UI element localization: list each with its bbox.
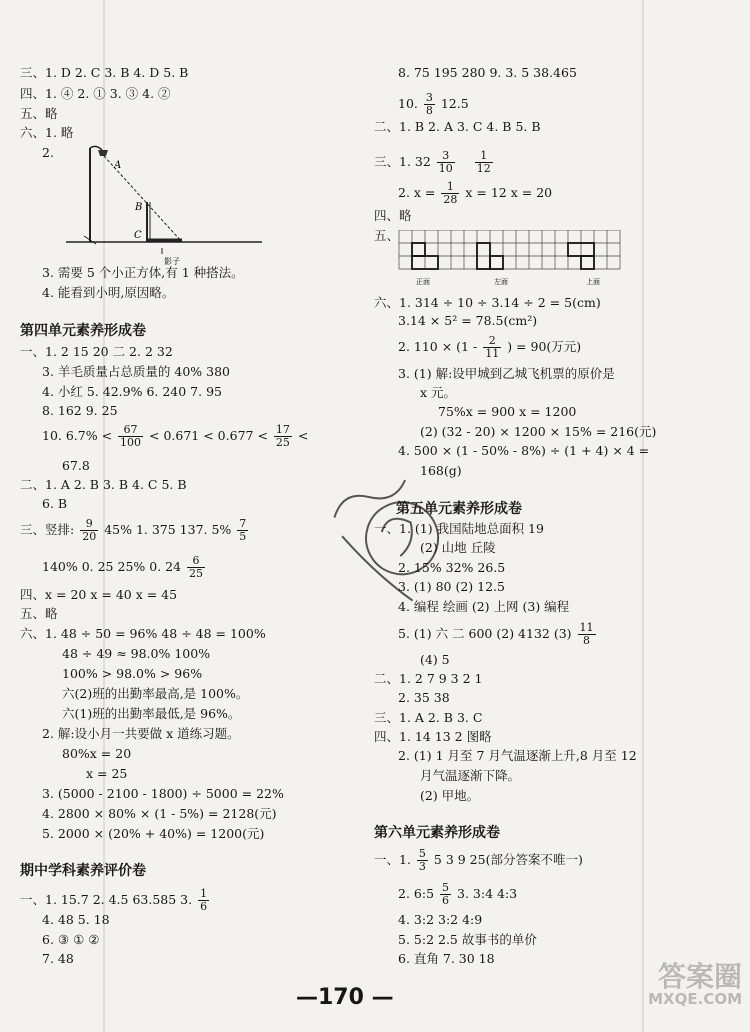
figure-label-c: C	[134, 230, 142, 241]
answer-line: 3. (1) 80 (2) 12.5	[398, 579, 505, 594]
answer-line: 五、略	[20, 606, 58, 621]
answer-line: 6. 直角 7. 30 18	[398, 951, 495, 966]
denominator: 25	[275, 436, 290, 449]
answer-line: 五、略	[20, 106, 58, 121]
answer-line: 一、1. (1) 我国陆地总面积 19	[374, 521, 544, 536]
numerator: 1	[441, 181, 459, 194]
denominator: 12	[476, 162, 491, 175]
section-heading: 第六单元素养形成卷	[374, 825, 500, 841]
answer-line: 三、1. A 2. B 3. C	[374, 710, 483, 725]
answer-line: 8. 162 9. 25	[42, 403, 118, 418]
answer-line: 四、x = 20 x = 40 x = 45	[20, 587, 178, 602]
answer-line: 3. (1) 解:设甲城到乙城飞机票的原价是	[398, 366, 615, 381]
text-fragment: 10. 6.7% <	[42, 428, 113, 443]
numerator: 2	[483, 335, 501, 348]
numerator: 7	[239, 517, 247, 530]
grid-label: 上面	[586, 278, 600, 286]
text-fragment: 45% 1. 375 137. 5%	[104, 522, 232, 537]
fraction	[80, 518, 98, 543]
answer-line: (2) 山地 丘陵	[420, 540, 496, 555]
answer-line	[20, 518, 250, 543]
answer-line: x 元。	[420, 385, 457, 400]
answer-line: 2. (1) 1 月至 7 月气温逐渐上升,8 月至 12	[398, 748, 637, 763]
answer-line: 4. 编程 绘画 (2) 上网 (3) 编程	[398, 599, 570, 614]
answer-line	[398, 622, 598, 647]
answer-line	[42, 424, 308, 449]
answer-line: 4. 能看到小明,原因略。	[42, 285, 175, 300]
text-fragment: 5. (1) 六 二 600 (2) 4132 (3)	[398, 626, 572, 641]
answer-line: (2) 甲地。	[420, 788, 480, 803]
answer-line: 六、1. 48 ÷ 50 = 96% 48 ÷ 48 = 100%	[20, 626, 266, 641]
fraction	[118, 424, 143, 449]
page-fold-shadow-right	[642, 0, 644, 1032]
section-heading: 期中学科素养评价卷	[20, 863, 146, 879]
answer-line: 三、1. D 2. C 3. B 4. D 5. B	[20, 65, 189, 80]
answer-line: 四、略	[374, 208, 412, 223]
numerator: 6	[187, 555, 205, 568]
answer-line: 3. (5000 - 2100 - 1800) ÷ 5000 = 22%	[42, 786, 284, 801]
answer-line: 4. 3:2 3:2 4:9	[398, 912, 483, 927]
answer-line: 二、1. 2 7 9 3 2 1	[374, 671, 483, 686]
answer-line: 4. 500 × (1 - 50% - 8%) ÷ (1 + 4) × 4 =	[398, 443, 650, 458]
denominator: 10	[438, 162, 453, 175]
page-number: —170 —	[296, 985, 394, 1010]
answer-line: 100% > 98.0% > 96%	[62, 666, 203, 681]
answer-line: 2. 解:设小月一共要做 x 道练习题。	[42, 726, 240, 741]
denominator: 11	[485, 347, 500, 360]
answer-line: 4. 小红 5. 42.9% 6. 240 7. 95	[42, 384, 222, 399]
answer-line: 四、1. 14 13 2 图略	[374, 729, 492, 744]
answer-line: (4) 5	[420, 652, 450, 667]
denominator: 3	[418, 860, 426, 873]
answer-line: 3. 需要 5 个小正方体,有 1 种搭法。	[42, 265, 244, 280]
answer-line	[20, 888, 211, 913]
fraction	[483, 335, 501, 360]
answer-line: 67.8	[62, 458, 90, 473]
shaded-square	[581, 256, 594, 269]
answer-line: 7. 48	[42, 951, 74, 966]
answer-line: 六、1. 略	[20, 125, 74, 140]
fraction	[437, 150, 455, 175]
text-fragment: 140% 0. 25 25% 0. 24	[42, 559, 182, 574]
answer-line: (2) (32 - 20) × 1200 × 15% = 216(元)	[420, 424, 657, 439]
text-fragment: 2. 6:5	[398, 886, 435, 901]
answer-line: 5. 5:2 2.5 故事书的单价	[398, 932, 537, 947]
answer-line: 一、1. 2 15 20 二 2. 2 32	[20, 344, 173, 359]
watermark-logo-text: 答案圈	[657, 960, 742, 993]
answer-line: 4. 48 5. 18	[42, 912, 110, 927]
text-fragment: 10.	[398, 96, 418, 111]
grid-label: 左面	[494, 278, 508, 286]
text-fragment: 三、竖排:	[20, 522, 75, 537]
answer-line: 6. ③ ① ②	[42, 932, 100, 947]
answer-line: 75%x = 900 x = 1200	[438, 404, 577, 419]
denominator: 8	[583, 634, 591, 647]
figure-caption: 影子	[164, 257, 180, 266]
denominator: 20	[82, 530, 97, 543]
numerator: 5	[442, 881, 450, 894]
text-fragment: ) = 90(万元)	[507, 339, 582, 354]
text-fragment: 三、1. 32	[374, 154, 431, 169]
numerator: 67	[118, 424, 143, 437]
answer-line: 3.14 × 5² = 78.5(cm²)	[398, 313, 538, 328]
shaded-square	[490, 256, 503, 269]
numerator: 3	[437, 150, 455, 163]
fraction	[237, 518, 248, 543]
watermark-url: MXQE.COM	[648, 990, 742, 1008]
numerator: 9	[80, 518, 98, 531]
answer-line: 六(2)班的出勤率最高,是 100%。	[62, 686, 249, 701]
fraction	[441, 181, 459, 206]
fraction	[578, 622, 596, 647]
answer-line: 二、1. A 2. B 3. B 4. C 5. B	[20, 477, 187, 492]
text-fragment: 2. x =	[398, 185, 436, 200]
text-fragment: x = 12 x = 20	[465, 185, 553, 200]
answer-line	[398, 335, 581, 360]
answer-line	[374, 150, 495, 175]
denominator: 8	[425, 104, 433, 117]
grid-lines	[399, 230, 620, 269]
answer-line: 六(1)班的出勤率最低,是 96%。	[62, 706, 241, 721]
answer-line: 6. B	[42, 496, 68, 511]
denominator: 28	[443, 193, 458, 206]
text-fragment: 5 3 9 25(部分答案不唯一)	[433, 852, 583, 867]
text-fragment: < 0.671 < 0.677 <	[149, 428, 268, 443]
lamp-shadow-figure	[62, 140, 272, 270]
text-fragment: <	[297, 428, 309, 443]
answer-line	[42, 555, 207, 580]
figure-label-a: A	[114, 160, 122, 171]
text-fragment: 一、1. 15.7 2. 4.5 63.585 3.	[20, 892, 193, 907]
denominator: 6	[200, 900, 208, 913]
text-fragment: 3. 3:4 4:3	[457, 886, 518, 901]
answer-line: 4. 2800 × 80% × (1 - 5%) = 2128(元)	[42, 806, 277, 821]
answer-line: 六、1. 314 ÷ 10 ÷ 3.14 ÷ 2 = 5(cm)	[374, 295, 601, 310]
fraction	[475, 150, 493, 175]
answer-line: 二、1. B 2. A 3. C 4. B 5. B	[374, 119, 541, 134]
site-watermark	[612, 960, 742, 1032]
numerator: 11	[579, 621, 594, 634]
answer-line	[398, 92, 469, 117]
denominator: 100	[120, 436, 142, 449]
answer-line: 2.	[42, 145, 54, 160]
denominator: 5	[239, 530, 247, 543]
answer-line	[374, 848, 583, 873]
text-fragment: 2. 110 × (1 -	[398, 339, 478, 354]
denominator: 6	[442, 894, 450, 907]
answer-line: 8. 75 195 280 9. 3. 5 38.465	[398, 65, 577, 80]
answer-line: 四、1. ④ 2. ① 3. ③ 4. ②	[20, 86, 171, 101]
answer-line: 五、	[374, 228, 400, 243]
answer-line: 168(g)	[420, 463, 462, 478]
numerator: 5	[418, 847, 426, 860]
answer-line: 5. 2000 × (20% + 40%) = 1200(元)	[42, 826, 265, 841]
denominator: 25	[189, 567, 204, 580]
numerator: 3	[425, 91, 433, 104]
fraction	[424, 92, 435, 117]
answer-line: 2. 15% 32% 26.5	[398, 560, 506, 575]
answer-line	[398, 181, 552, 206]
text-fragment: 一、1.	[374, 852, 411, 867]
answer-line: 2. 35 38	[398, 690, 450, 705]
numerator: 17	[275, 423, 290, 436]
answer-line: 80%x = 20	[62, 746, 132, 761]
section-heading: 第五单元素养形成卷	[396, 501, 522, 517]
fraction	[417, 848, 428, 873]
numerator: 1	[475, 150, 493, 163]
fraction	[187, 555, 205, 580]
fraction	[440, 882, 451, 907]
answer-line: x = 25	[86, 766, 128, 781]
section-heading: 第四单元素养形成卷	[20, 323, 146, 339]
answer-line: 月气温逐渐下降。	[420, 768, 521, 783]
view-grid-figure	[398, 230, 638, 288]
answer-line: 48 ÷ 49 ≈ 98.0% 100%	[62, 646, 211, 661]
fraction	[274, 424, 292, 449]
answer-line: 3. 羊毛质量占总质量的 40% 380	[42, 364, 230, 379]
numerator: 1	[200, 887, 208, 900]
grid-label: 正面	[416, 278, 430, 286]
shaded-square	[412, 243, 425, 256]
fraction	[198, 888, 209, 913]
figure-label-b: B	[135, 202, 143, 213]
answer-line	[398, 882, 517, 907]
text-fragment: 12.5	[440, 96, 469, 111]
